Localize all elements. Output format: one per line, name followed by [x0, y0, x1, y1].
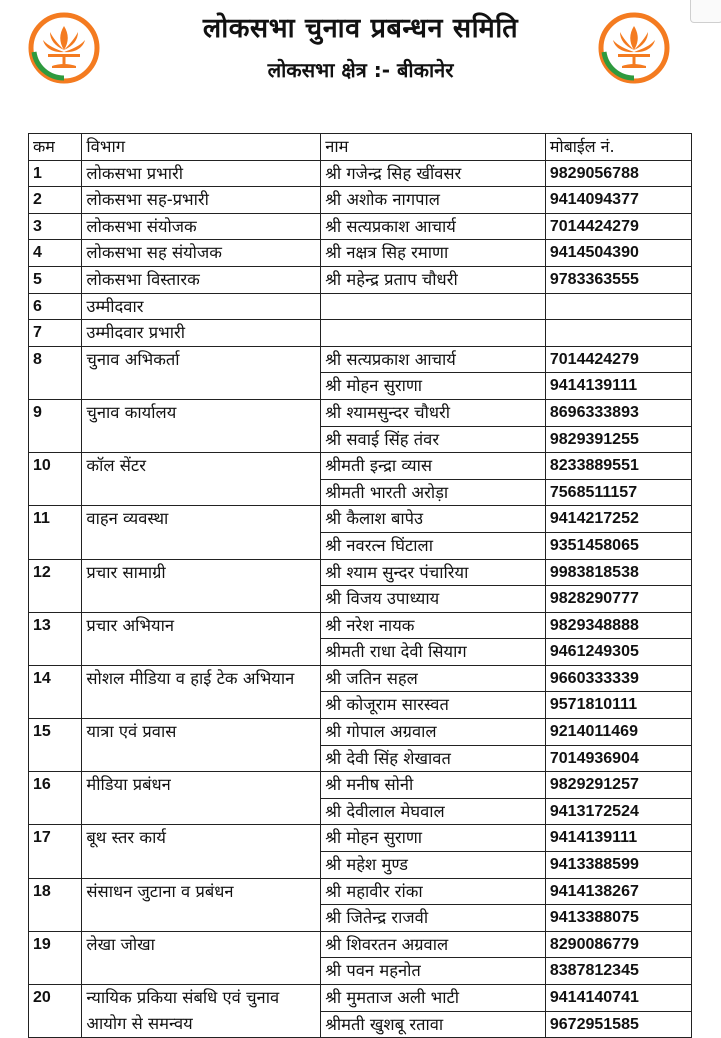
member-name-cell: श्रीमती इन्द्रा व्यास: [321, 453, 546, 480]
department-cell: लोकसभा सह-प्रभारी: [82, 187, 321, 214]
column-header-mobile: मोबाईल नं.: [545, 134, 691, 161]
member-name-cell: श्री सत्यप्रकाश आचार्य: [321, 346, 546, 373]
member-name-cell: श्री सत्यप्रकाश आचार्य: [321, 213, 546, 240]
table-row: [29, 266, 692, 293]
table-row: [29, 506, 692, 533]
bjp-lotus-logo-icon: [28, 12, 100, 84]
mobile-number-cell: [545, 293, 691, 320]
serial-number-cell: 20: [29, 985, 82, 1038]
mobile-number-cell: 9414139111: [545, 825, 691, 852]
mobile-number-cell: 9829348888: [545, 612, 691, 639]
table-row: [29, 187, 692, 214]
mobile-number-cell: 9829391255: [545, 426, 691, 453]
mobile-number-cell: 9413388075: [545, 905, 691, 932]
constituency-subtitle: लोकसभा क्षेत्र :- बीकानेर: [267, 58, 454, 82]
member-name-cell: श्री नक्षत्र सिह रमाणा: [321, 240, 546, 267]
member-name-cell: [321, 293, 546, 320]
column-header-name: नाम: [321, 134, 546, 161]
table-row: [29, 825, 692, 852]
department-cell: मीडिया प्रबंधन: [82, 772, 321, 825]
member-name-cell: श्री श्याम सुन्दर पंचारिया: [321, 559, 546, 586]
mobile-number-cell: 9829291257: [545, 772, 691, 799]
department-cell: वाहन व्यवस्था: [82, 506, 321, 559]
department-cell: न्यायिक प्रकिया संबधि एवं चुनाव आयोग से समन्वय: [82, 985, 321, 1038]
serial-number-cell: 6: [29, 293, 82, 320]
mobile-number-cell: 9414217252: [545, 506, 691, 533]
mobile-number-cell: [545, 320, 691, 347]
department-cell: प्रचार अभियान: [82, 612, 321, 665]
member-name-cell: श्री श्यामसुन्दर चौधरी: [321, 399, 546, 426]
mobile-number-cell: 9828290777: [545, 586, 691, 613]
department-cell: लोकसभा प्रभारी: [82, 160, 321, 187]
member-name-cell: श्री गजेन्द्र सिह खींवसर: [321, 160, 546, 187]
member-name-cell: श्रीमती भारती अरोड़ा: [321, 479, 546, 506]
mobile-number-cell: 9783363555: [545, 266, 691, 293]
member-name-cell: श्री सवाई सिंह तंवर: [321, 426, 546, 453]
scroll-up-icon[interactable]: [690, 0, 721, 23]
mobile-number-cell: 7014424279: [545, 346, 691, 373]
mobile-number-cell: 9660333339: [545, 665, 691, 692]
department-cell: लोकसभा विस्तारक: [82, 266, 321, 293]
mobile-number-cell: 8290086779: [545, 931, 691, 958]
member-name-cell: श्री मनीष सोनी: [321, 772, 546, 799]
member-name-cell: श्री देवीलाल मेघवाल: [321, 798, 546, 825]
serial-number-cell: 17: [29, 825, 82, 878]
mobile-number-cell: 9214011469: [545, 719, 691, 746]
mobile-number-cell: 7568511157: [545, 479, 691, 506]
table-row: [29, 346, 692, 373]
department-cell: लोकसभा संयोजक: [82, 213, 321, 240]
table-row: [29, 772, 692, 799]
serial-number-cell: 18: [29, 878, 82, 931]
mobile-number-cell: 9351458065: [545, 532, 691, 559]
department-cell: उम्मीदवार: [82, 293, 321, 320]
table-row: [29, 878, 692, 905]
member-name-cell: श्री जतिन सहल: [321, 665, 546, 692]
serial-number-cell: 1: [29, 160, 82, 187]
committee-table: [28, 133, 692, 1038]
mobile-number-cell: 7014424279: [545, 213, 691, 240]
member-name-cell: श्री नवरत्न घिंटाला: [321, 532, 546, 559]
department-cell: उम्मीदवार प्रभारी: [82, 320, 321, 347]
table-body: [29, 160, 692, 1038]
table-row: [29, 931, 692, 958]
mobile-number-cell: 9414138267: [545, 878, 691, 905]
serial-number-cell: 15: [29, 719, 82, 772]
department-cell: बूथ स्तर कार्य: [82, 825, 321, 878]
mobile-number-cell: 7014936904: [545, 745, 691, 772]
department-cell: लोकसभा सह संयोजक: [82, 240, 321, 267]
mobile-number-cell: 9414139111: [545, 373, 691, 400]
mobile-number-cell: 9413388599: [545, 852, 691, 879]
mobile-number-cell: 8696333893: [545, 399, 691, 426]
member-name-cell: श्री विजय उपाध्याय: [321, 586, 546, 613]
bjp-lotus-logo-icon: [598, 12, 670, 84]
department-cell: लेखा जोखा: [82, 931, 321, 984]
serial-number-cell: 4: [29, 240, 82, 267]
mobile-number-cell: 9983818538: [545, 559, 691, 586]
member-name-cell: श्री देवी सिंह शेखावत: [321, 745, 546, 772]
table-row: [29, 719, 692, 746]
table-row: [29, 293, 692, 320]
table-row: [29, 160, 692, 187]
serial-number-cell: 16: [29, 772, 82, 825]
serial-number-cell: 5: [29, 266, 82, 293]
table-row: [29, 240, 692, 267]
mobile-number-cell: 8233889551: [545, 453, 691, 480]
column-header-sn: कम: [29, 134, 82, 161]
mobile-number-cell: 9414140741: [545, 985, 691, 1012]
mobile-number-cell: 9829056788: [545, 160, 691, 187]
serial-number-cell: 19: [29, 931, 82, 984]
department-cell: संसाधन जुटाना व प्रबंधन: [82, 878, 321, 931]
mobile-number-cell: 8387812345: [545, 958, 691, 985]
member-name-cell: श्री कोजूराम सारस्वत: [321, 692, 546, 719]
table-row: [29, 559, 692, 586]
member-name-cell: श्री जितेन्द्र राजवी: [321, 905, 546, 932]
member-name-cell: श्री अशोक नागपाल: [321, 187, 546, 214]
member-name-cell: श्री कैलाश बापेउ: [321, 506, 546, 533]
member-name-cell: श्री शिवरतन अग्रवाल: [321, 931, 546, 958]
table-row: [29, 985, 692, 1012]
member-name-cell: श्री गोपाल अग्रवाल: [321, 719, 546, 746]
table-row: [29, 665, 692, 692]
mobile-number-cell: 9414504390: [545, 240, 691, 267]
serial-number-cell: 11: [29, 506, 82, 559]
serial-number-cell: 10: [29, 453, 82, 506]
member-name-cell: श्री नरेश नायक: [321, 612, 546, 639]
serial-number-cell: 7: [29, 320, 82, 347]
table-row: [29, 399, 692, 426]
department-cell: चुनाव कार्यालय: [82, 399, 321, 452]
serial-number-cell: 3: [29, 213, 82, 240]
serial-number-cell: 9: [29, 399, 82, 452]
page-title: लोकसभा चुनाव प्रबन्धन समिति: [202, 13, 519, 44]
table-row: [29, 453, 692, 480]
member-name-cell: श्री मोहन सुराणा: [321, 373, 546, 400]
mobile-number-cell: 9461249305: [545, 639, 691, 666]
member-name-cell: श्रीमती राधा देवी सियाग: [321, 639, 546, 666]
document-header: [0, 0, 721, 130]
column-header-department: विभाग: [82, 134, 321, 161]
serial-number-cell: 8: [29, 346, 82, 399]
mobile-number-cell: 9414094377: [545, 187, 691, 214]
table-row: [29, 320, 692, 347]
member-name-cell: श्री मोहन सुराणा: [321, 825, 546, 852]
member-name-cell: [321, 320, 546, 347]
member-name-cell: श्री महेन्द्र प्रताप चौधरी: [321, 266, 546, 293]
mobile-number-cell: 9571810111: [545, 692, 691, 719]
department-cell: चुनाव अभिकर्ता: [82, 346, 321, 399]
table-header-row: [29, 134, 692, 161]
member-name-cell: श्री महावीर रांका: [321, 878, 546, 905]
department-cell: यात्रा एवं प्रवास: [82, 719, 321, 772]
mobile-number-cell: 9672951585: [545, 1011, 691, 1038]
table-row: [29, 213, 692, 240]
serial-number-cell: 13: [29, 612, 82, 665]
serial-number-cell: 12: [29, 559, 82, 612]
serial-number-cell: 2: [29, 187, 82, 214]
member-name-cell: श्री मुमताज अली भाटी: [321, 985, 546, 1012]
mobile-number-cell: 9413172524: [545, 798, 691, 825]
member-name-cell: श्रीमती खुशबू रतावा: [321, 1011, 546, 1038]
member-name-cell: श्री पवन महनोत: [321, 958, 546, 985]
table-row: [29, 612, 692, 639]
department-cell: प्रचार सामाग्री: [82, 559, 321, 612]
department-cell: कॉल सेंटर: [82, 453, 321, 506]
serial-number-cell: 14: [29, 665, 82, 718]
department-cell: सोशल मीडिया व हाई टेक अभियान: [82, 665, 321, 718]
member-name-cell: श्री महेश मुण्ड: [321, 852, 546, 879]
